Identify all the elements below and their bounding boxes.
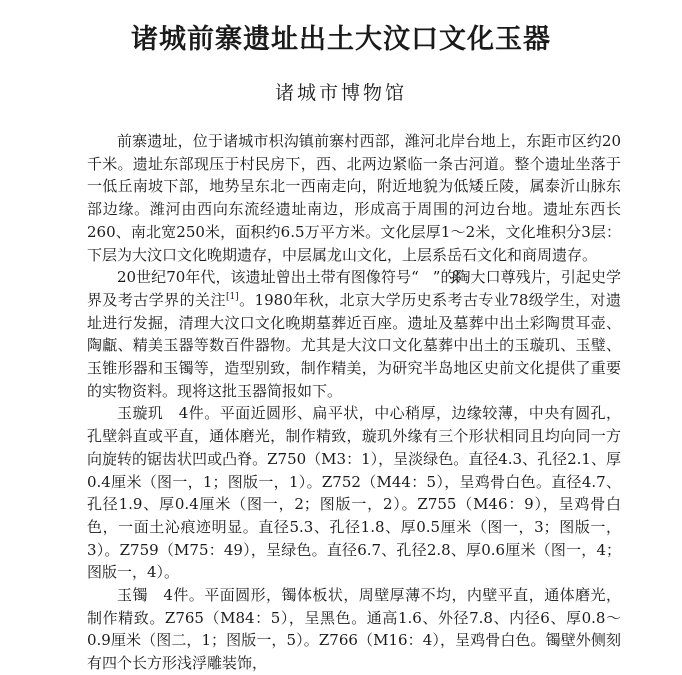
paragraph-site-description: 前寨遗址，位于诸城市枳沟镇前寨村西部，潍河北岸台地上，东距市区约20千米。遗址东部现压于村民房下，西、北两边紧临一条古河道。整个遗址坐落于一低丘南坡下部，地势呈东北一西南走向，附近地貌为低矮丘陵，属泰沂山脉东部边缘。潍河由西向东流经遗址南边，形成高于周围的河边台地。遗址东西长260、南北宽250米，面积约6.5万平方米。文化层厚1～2米，文化堆积分3层：下层为大汶口文化晚期遗存，中层属龙山文化，上层系岳石文化和商周遗存。 xyxy=(87,132,621,264)
paragraph-text-part: 20世纪70年代，该遗址曾出土带有图像符号“ xyxy=(117,268,419,287)
paragraph-text-part: 。1980年秋，北京大学历史系考古专业78级学生，对遗址进行发掘，清理大汶口文化晚期墓葬近百座。遗址及墓葬中出土彩陶贯耳壶、陶甗、精美玉器等数百件器物。尤其是大汶口文化墓葬中出土的玉璇玑、玉璧、玉锥形器和玉镯等，造型别致，制作精美，为研究半岛地区史前文化提供了重要的实物资料。现将这批玉器简报如下。 xyxy=(87,290,621,400)
paragraph-text-part: ”的陶大口尊残片，引起史学界及考古学界的关注 xyxy=(87,268,621,309)
reference-marker: [1] xyxy=(225,291,239,302)
paragraph-jade-bracelet: 玉镯 4件。平面圆形，镯体板状，周壁厚薄不均，内壁平直，通体磨光，制作精致。Z765（M84：5），呈黑色。通高1.6、外径7.8、内径6、厚0.8～0.9厘米（图二，1；图版一，5）。Z766（M16：4），呈鸡骨白色。镯壁外侧刻有四个长方形浅浮雕装饰， xyxy=(87,586,621,673)
paragraph-jade-xuanji: 玉璇玑 4件。平面近圆形、扁平状，中心稍厚，边缘较薄，中央有圆孔，孔壁斜直或平直，通体磨光，制作精致，璇玑外缘有三个形状相同且均向同一方向旋转的锯齿状凹或凸脊。Z750（M3：1），呈淡绿色。直径4.3、孔径2.1、厚0.4厘米（图一，1；图版一，1）。Z752（M44：5），呈鸡骨白色。直径4.7、孔径1.9、厚0.4厘米（图一，2；图版一，2）。Z755（M46：9），呈鸡骨白色，一面土沁痕迹明显。直径5.3、孔径1.8、厚0.5厘米（图一，3；图版一，3）。Z759（M75：49），呈绿色。直径6.7、孔径2.8、厚0.6厘米（图一，4；图版一，4）。 xyxy=(87,404,621,582)
article-title: 诸城前寨遗址出土大汶口文化玉器 xyxy=(131,24,551,55)
article-body xyxy=(87,130,621,675)
article-author: 诸城市博物馆 xyxy=(274,82,407,104)
pictograph-symbol-icon xyxy=(419,268,433,282)
paragraph-excavation-history xyxy=(87,266,621,402)
